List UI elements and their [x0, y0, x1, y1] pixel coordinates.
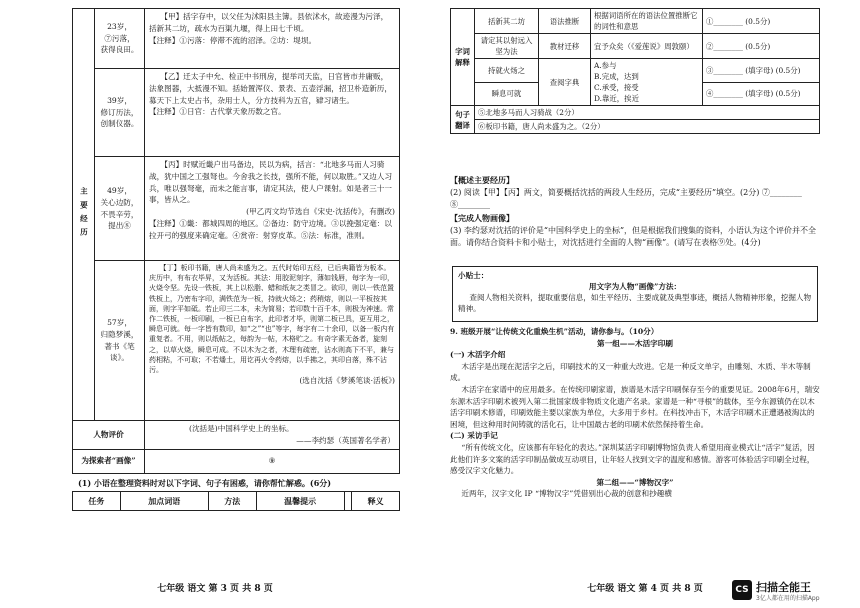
tip-body: 查阅人物相关资料，提取重要信息，如生平经历、主要成就及典型事迹，概括人物精神形象，挖掘人物精神。 — [458, 293, 812, 313]
tip-box — [452, 266, 818, 322]
group-2-title: 第二组——“博物汉字” — [596, 477, 674, 487]
evaluation-source: ——李约瑟（英国著名学者） — [296, 435, 395, 445]
translation-2[interactable]: ⑥板印书籍，唐人尚未盛为之。（2分） — [475, 120, 820, 134]
portrait-heading: 【完成人物画像】 — [450, 213, 514, 223]
age-cell: 49岁， 关心边防， 不畏辛劳， 提出⑧ — [95, 157, 145, 261]
gloss-answer[interactable]: ①________ (0.5分) — [703, 9, 820, 34]
excerpt-text: 【丁】板印书籍，唐人尚未盛为之。五代时始印五经，已后典籍皆为板本。 庆历中，有布衣毕昇，又为活板。其法：用胶泥刻字，薄如钱唇，每字为一印，火烧令坚。先设一铁板，其上以松脂、蜡和纸灰之类冒之。欲印，则以一铁范置铁板上，乃密布字印，满铁范为一板，持就火炀之；药稍熔，则以一平板按其面，则字平如砥。若止印三二本，未为简易；若印数十百千本，则极为神速。常作二铁板，一板印刷，一板已自布字，此印者才毕，则第二板已具，更互用之，瞬息可就。每一字皆有数印，如“之”“也”等字，每字有二十余印，以备一板内有重复者。不用，则以纸帖之，每韵为一帖，木格贮之。有奇字素无备者，旋刻之，以草火烧，瞬息可成。不以木为之者，木理有疏密，沾水则高下不平，兼与药相粘，不可取；不若燔土，用讫再火令药熔，以手拂之，其印自落，殊不沾污。 — [149, 264, 395, 375]
task-header: 方法 — [208, 492, 256, 511]
task-header: 温馨提示 — [256, 492, 344, 511]
scanner-watermark — [732, 576, 854, 604]
task-header: 任务 — [73, 492, 121, 511]
gloss-method: 查阅字典 — [539, 59, 591, 106]
gloss-side-label: 字词解释 — [451, 9, 475, 106]
tip-title: 小贴士： — [458, 271, 489, 280]
gloss-word: 请定其以射远入坚为法 — [475, 34, 539, 59]
gloss-method: 教材迁移 — [539, 34, 591, 59]
note-text: 【注释】①畿：都城四周的地区。②备边：防守边境。③以挽强定毫：以拉开弓的强度来确定毫。④赏帝：射穿皮革。⑤法：标准，准则。 — [149, 218, 392, 240]
excerpt-text: 【甲】括字存中，以父任为沭阳县主簿。县依沭水，故迹漫为污泽，括新其二坊，疏水为百渠九堰，得上田七千顷。 — [149, 12, 389, 33]
note-text: 【注释】①污落：停滞不流的沼泽。②坊：堤坝。 — [149, 35, 317, 45]
gloss-hint: 根据词语所在的语法位置推断它的词性和意思 — [591, 9, 703, 34]
gloss-hint: 宜予众矣（《爱莲说》周敦颐） — [591, 34, 703, 59]
portrait-blank[interactable]: ⑨ — [145, 449, 400, 473]
evaluation-text: (沈括是)中国科学史上的坐标。 — [189, 424, 294, 433]
page-right — [430, 0, 860, 608]
excerpt-text: 【乙】迁太子中允、检正中书刑房，提举司天监，日官皆市井庸贩，法象图器，大抵漫不知。括始置浑仪、景表、五壶浮漏，招卫朴造新历，募天下上太史占书，杂用士人，分方技科为五官，肄习诸生。 — [149, 72, 392, 105]
task-table — [72, 491, 400, 511]
age-cell: 57岁， 归隐梦溪， 著书《笔 谈》。 — [95, 261, 145, 421]
experience-table — [72, 8, 400, 474]
age-cell: 39岁， 修订历法， 创制仪器。 — [95, 69, 145, 157]
gloss-word: 持就火炀之 — [475, 59, 539, 83]
excerpt-cell — [145, 69, 400, 157]
question-1: (1) 小语在整理资料时对以下字词、句子有困惑，请你帮忙解惑。(6分) — [78, 478, 332, 488]
gloss-answer[interactable]: ②________ (0.5分) — [703, 34, 820, 59]
task-header: 加点词语 — [120, 492, 208, 511]
scanner-title: 扫描全能王 — [756, 581, 811, 594]
question-3: (3) 李约瑟对沈括的评价是“中国科学史上的坐标”，但是根据我们搜集的资料，小语认为这个评价并不全面。请你结合资料卡和小贴士，对沈括进行全面的人物“画像”。(请写在表格⑨处。(4分) — [450, 225, 817, 247]
scanner-logo-icon: CS — [732, 580, 752, 600]
activity-section — [450, 326, 820, 500]
summary-heading: 【概述主要经历】 — [450, 175, 514, 185]
page-footer: 七年级 语文 第 4 页 共 8 页 — [587, 584, 703, 594]
gloss-word: 括新其二坊 — [475, 9, 539, 34]
subsection-2: (二) 采访手记 — [450, 431, 498, 441]
task-header — [344, 492, 352, 511]
task-header: 释义 — [352, 492, 400, 511]
question-2[interactable]: (2) 阅读【甲】【丙】两文，简要概括沈括的两段人生经历，完成“主要经历”填空。(2分) ⑦________ ⑧________ — [450, 187, 802, 209]
section-label: 主要经历 — [73, 9, 95, 421]
subsection-1: (一) 木活字介绍 — [450, 350, 506, 360]
gloss-word: 瞬息可就 — [475, 82, 539, 106]
page-footer: 七年级 语文 第 3 页 共 8 页 — [157, 584, 273, 594]
paragraph-3: “所有传统文化，应该都有年轻化的表达。”深圳某活字印刷博物馆负责人希望用商业模式让“活字”复活，因此他们许多文案的活字印制品做成互动项目，让年轻人找到文字的温度和感情。游客可体验活字印刷全过程，感受汉字文化魅力。 — [450, 442, 815, 476]
note-text: 【注释】①日官：古代掌天象历数之官。 — [149, 107, 286, 117]
excerpt-cell — [145, 261, 400, 421]
age-cell: 23岁， ⑦污落， 获得良田。 — [95, 9, 145, 69]
group-1-title: 第一组——木活字印刷 — [597, 338, 673, 348]
excerpt-text: 【丙】时赋近畿户出马备边，民以为病，括言：“北地多马而人习骑战，犹中国之工强弩也。今舍我之长技，强所不能，何以取胜。”又边人习兵，唯以强弩毫，而未之能言事，请定其法，使人户课射。如是者三十一事，皆从之。 — [149, 160, 393, 205]
paragraph-2: 木活字在家谱中的应用最多。在传统印刷家谱，族谱是木活字印刷保存至今的重要见证。2008年6月，瑞安东源木活字印刷术被列入第二批国家级非物质文化遗产名录。家谱是一种“寻根”的载体，至今东源镇仍在以木活字印刷术修谱，印刷效能主要以家族为单位，大多用于乡村。在科技冲击下，木活字印刷术正遭遇被淘汰的困境，但这种用时间铸就的活化石，让中国最古老的印刷术依然保持着生命。 — [450, 384, 820, 429]
portrait-section — [450, 212, 820, 250]
gloss-hint: A.参与 B.完成，达到 C.承受，接受 D.靠近，挨近 — [591, 59, 703, 106]
evaluation-label: 人物评价 — [73, 421, 145, 450]
gloss-table — [450, 8, 820, 134]
translation-side-label: 句子翻译 — [451, 106, 475, 134]
gloss-answer[interactable]: ③________ (填字母) (0.5分) — [703, 59, 820, 83]
excerpt-cell — [145, 9, 400, 69]
portrait-label: 为探索者“画像” — [73, 449, 145, 473]
summary-section — [450, 174, 820, 212]
source-text: (选自沈括《梦溪笔谈·活板》) — [299, 376, 395, 386]
gloss-answer[interactable]: ④________ (填字母) (0.5分) — [703, 82, 820, 106]
translation-1[interactable]: ⑤北地多马而人习骑战（2分） — [475, 106, 820, 120]
excerpt-cell — [145, 157, 400, 261]
gloss-method: 语法推断 — [539, 9, 591, 34]
paragraph-1: 木活字是出现在泥活字之后，印刷技术的又一种重大改进。它是一种反文单字，由雕刻、木质、半木等制成。 — [450, 361, 811, 383]
question-9: 9. 班级开展“让传统文化重焕生机”活动，请你参与。（10分） — [450, 327, 659, 336]
source-text: (甲乙丙文均节选自《宋史·沈括传》，有删改) — [246, 207, 395, 217]
paragraph-4: 近两年，汉字文化 IP “博物汉字”凭借别出心裁的创意和抄趣横 — [461, 489, 672, 499]
scanner-subtitle: 3亿人都在用的扫描App — [756, 595, 820, 602]
tip-heading: 用文字为人物“画像”方法： — [588, 282, 682, 291]
evaluation-cell — [145, 421, 400, 450]
